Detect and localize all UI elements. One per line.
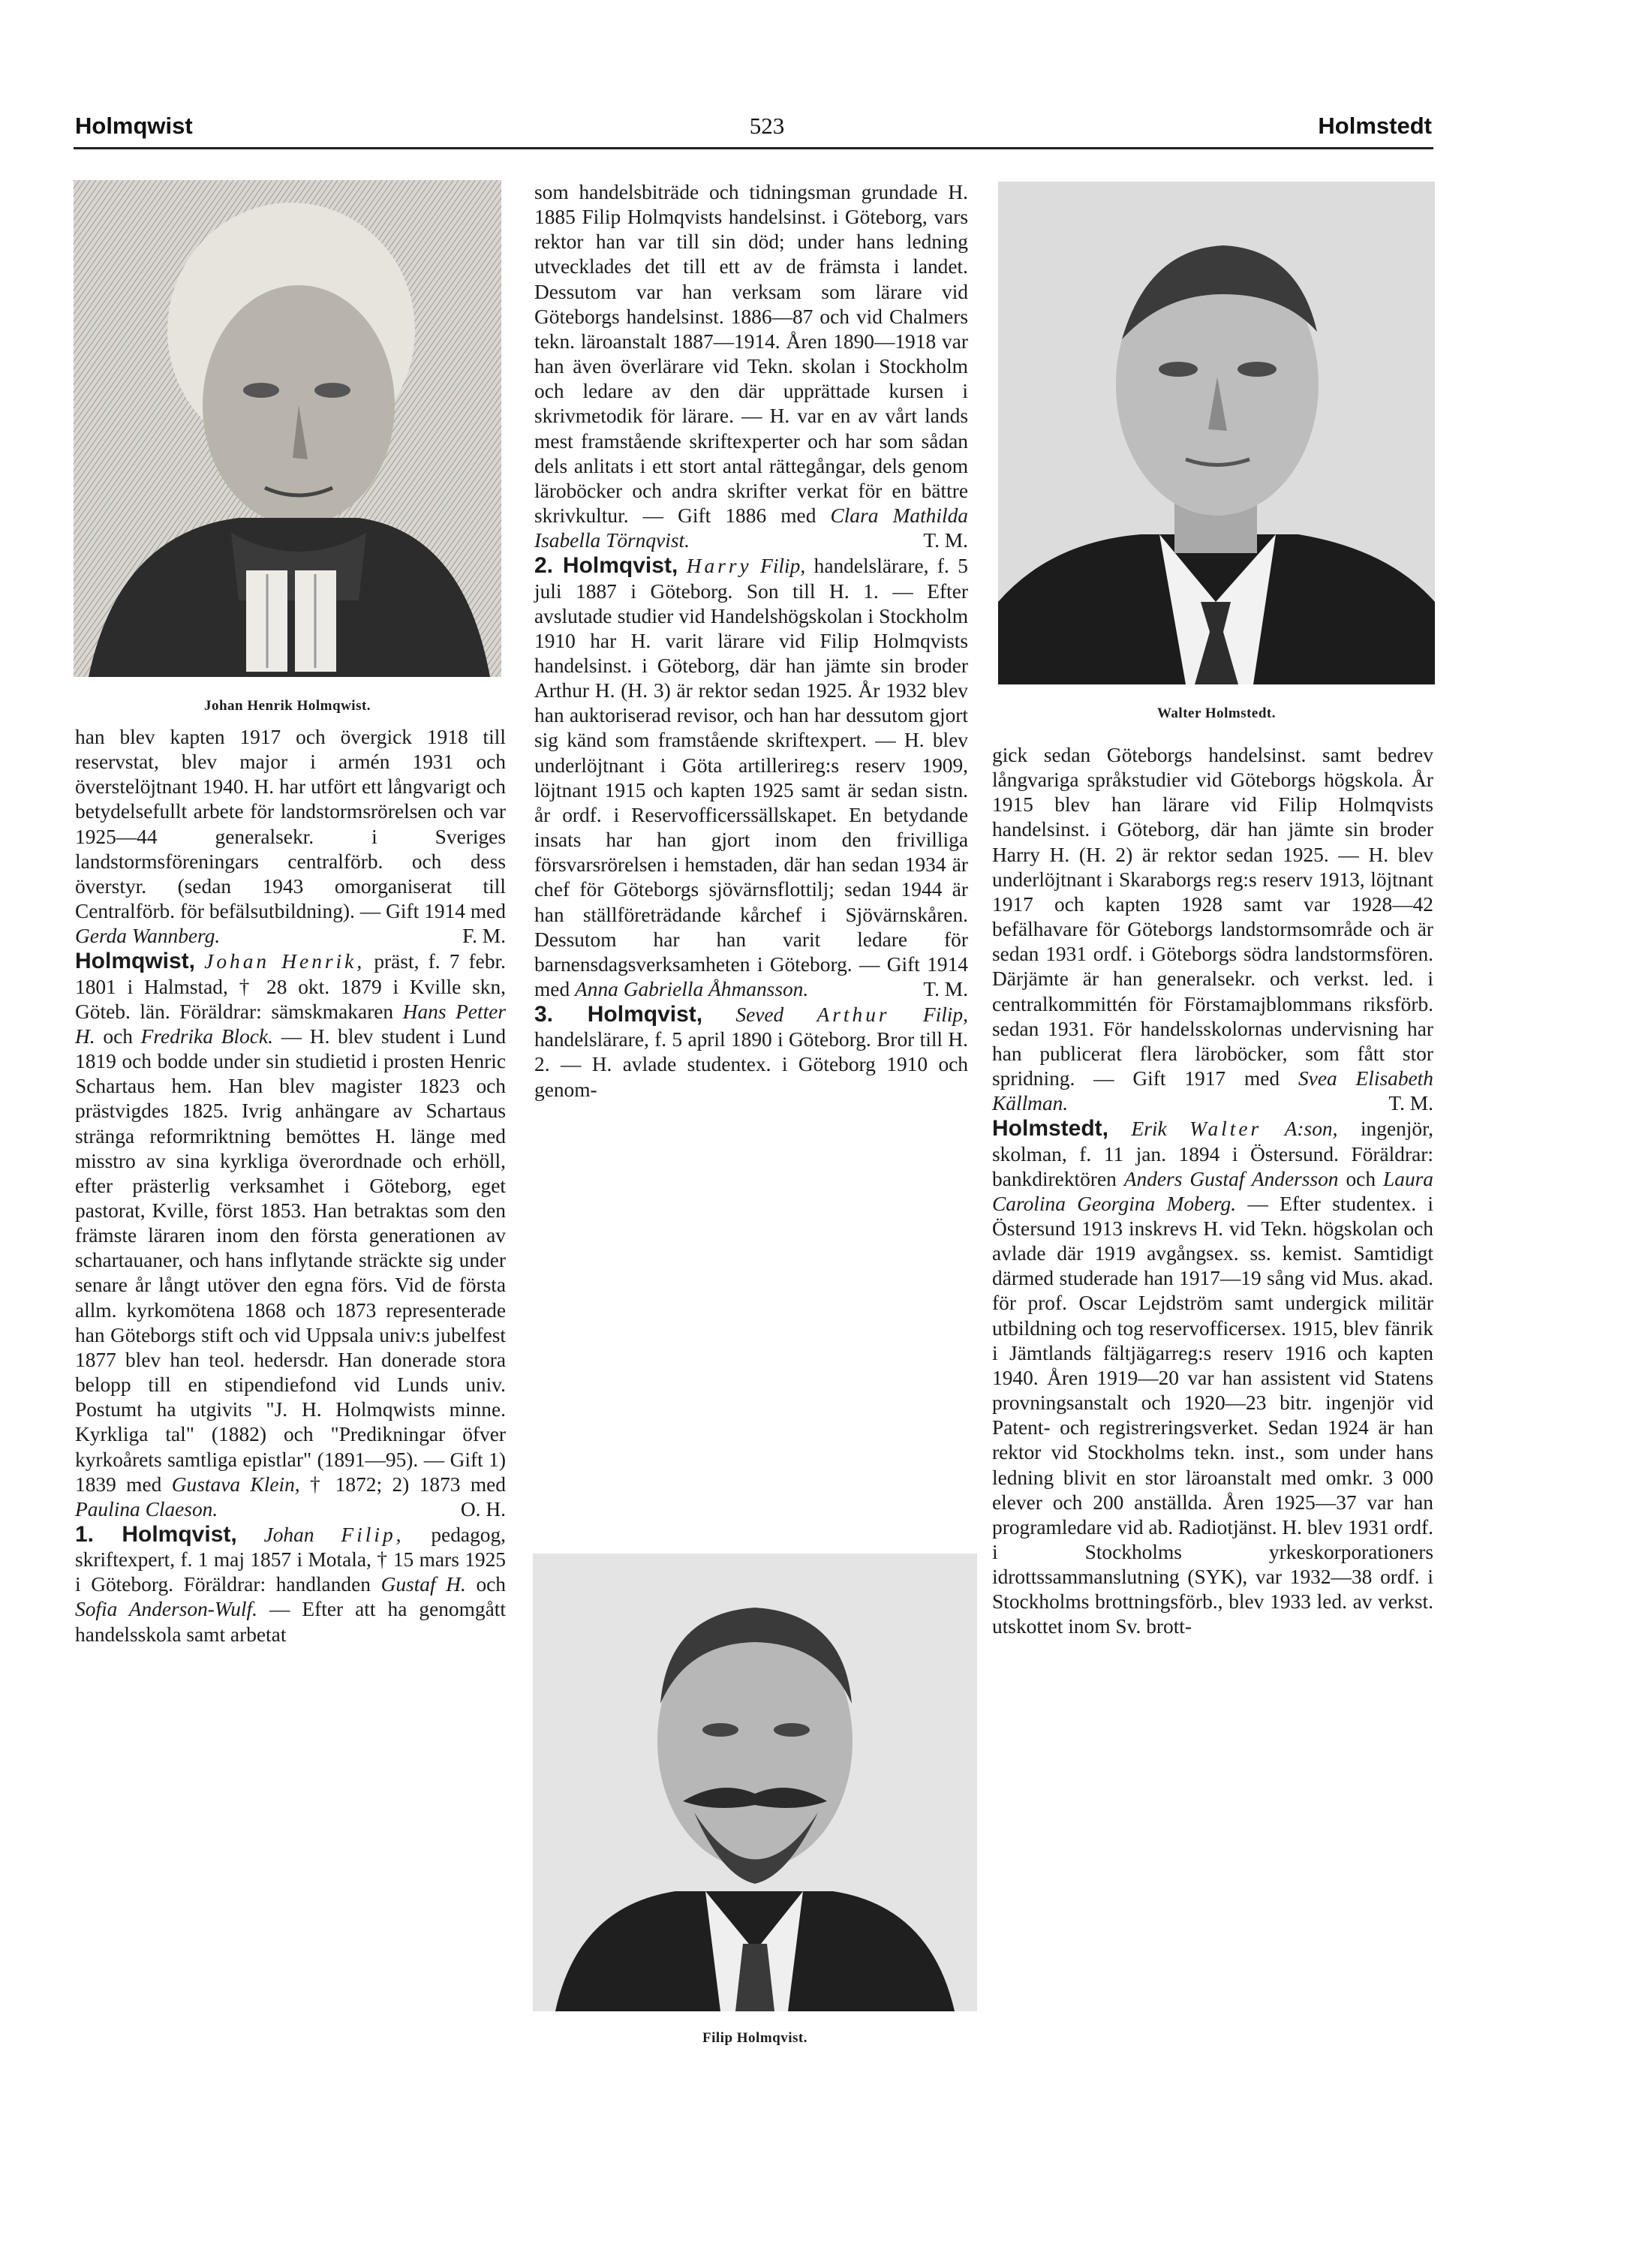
paragraph-continuation [75,725,506,949]
entry-given-name: Filip, [760,555,806,578]
entry-given-name: Seved [735,1003,784,1027]
entry-harry-filip-holmqvist [534,553,968,1002]
entry-patronymic: A:son, [1284,1117,1338,1141]
entry-given-name: Filip, [922,1003,968,1027]
conjunction: och [1346,1167,1376,1190]
author-signature: O. H. [460,1497,506,1521]
entry-given-name: Johan [263,1524,314,1546]
entry-text: handelslärare, f. 5 april 1890 i Göteborg. Bror till H. 2. — H. avlade studentex. i Göteborg 1910 och genom- [534,1028,968,1101]
spouse-name: Paulina Claeson. [75,1497,218,1521]
author-signature: T. M. [1388,1092,1433,1115]
father-name: Gustaf H. [380,1573,466,1596]
entry-given-name-called: Harry [686,555,752,578]
entry-johan-filip-holmqvist [75,1522,506,1647]
entry-headword: 3. Holmqvist, [534,1002,703,1027]
caption-photo-1: Johan Henrik Holmqwist. [203,698,371,714]
spouse-name: Clara Mathilda Isabella Törnqvist. [534,504,968,552]
caption-photo-3: Filip Holmqvist. [702,2030,807,2046]
column-1 [75,725,506,1647]
paragraph-text: som handelsbiträde och tidningsman grundade H. 1885 Filip Holmqvists handelsinst. i Göteborg, vars rektor han var till sin död; under hans ledning utvecklades det till ett av de främsta i landet. Dessutom var han verksam som lärare vid Göteborgs handelsinst. 1886—87 och vid Chalmers tekn. läroanstalt 1887—1914. Åren 1890—1918 var han även överlärare vid Tekn. skolan i Stockholm och ledare av den där upprättade kursen i skrivmetodik för lärare. — H. var en av vårt lands mest framstående skriftexperter och har som sådan dels anlitats i ett stort antal rättegångar, dels genom läroböcker och andra skrifter verkat för en bättre skrivkultur. — Gift 1886 med [534,181,968,528]
running-head-left: Holmqwist [75,113,193,139]
entry-seved-arthur-filip-holmqvist [534,1002,968,1102]
paragraph-text: gick sedan Göteborgs handelsinst. samt bedrev långvariga språkstudier vid Göteborgs högskola. År 1915 blev han lärare vid Filip Holmqvists handelsinst. i Göteborg, där han jämte sin broder Harry H. (H. 2) är rektor sedan 1925. — H. blev underlöjtnant i Skaraborgs reg:s reserv 1913, löjtnant 1917 och kapten 1928 samt var 1928—42 befälhavare för Göteborgs landstormsområde och är sedan 1931 ordf. i Göteborgs södra landstormsfören. Därjämte är han generalsekr. och verkst. led. i centralkommittén för Förstamajblommans riksförb. sedan 1931. För handelsskolornas undervisning har han publicerat flera läroböcker, som fått stor spridning. — Gift 1917 med [992,744,1433,1090]
spouse-name: Anna Gabriella Åhmansson. [575,978,809,1000]
father-name: Anders Gustaf Andersson [1123,1167,1339,1190]
entry-johan-henrik-holmqwist [75,949,506,1522]
mother-name: Sofia Anderson-Wulf. [75,1598,257,1621]
portrait-filip-holmqvist [533,1554,977,2011]
paragraph-text: han blev kapten 1917 och övergick 1918 till reservstat, blev major i armén 1931 och överstelöjtnant 1940. H. har utfört ett långvarigt och betydelsefullt arbete för landstormsrörelsen och var 1925—44 generalsekr. i Sveriges landstormsföreningars centralförb. och dess överstyr. (sedan 1943 omorganiserat till Centralförb. för befälsutbildning). — Gift 1914 med [75,726,506,923]
portrait-johan-henrik-holmqwist [74,180,501,677]
entry-headword: 2. Holmqvist, [534,553,678,579]
entry-text: präst, f. 7 febr. 1801 i Halmstad, † 28 okt. 1879 i Kville skn, Göteb. län. Föräldrar: sämskmakaren [75,950,506,1023]
entry-text: handelslärare, f. 5 juli 1887 i Göteborg. Son till H. 1. — Efter avslutade studier vid Handelshögskolan i Stockholm 1910 har H. varit lärare vid Filip Holmqvists handelsinst. i Göteborg, där han jämte sin broder Arthur H. (H. 3) är rektor sedan 1925. År 1932 blev han auktoriserad revisor, och han har dessutom gjort sig känd som framstående skriftexpert. — H. blev underlöjtnant i Göta artillerireg:s reserv 1909, löjtnant 1915 och kapten 1925 samt är sedan sistn. år ordf. i Reservofficerssällskapet. En betydande insats har han gjort inom den frivilliga försvarsrörelsen i hemstaden, där han sedan 1934 är chef för Göteborgs sjövärnsflottilj; sedan 1944 är han ställföreträdande kårchef i Sjövärnskåren. Dessutom har han varit ledare för barnensdagsverksamheten i Göteborg. — Gift 1914 med [534,555,968,1000]
spouse-name: Svea Elisabeth Källman. [992,1067,1433,1115]
author-signature: T. M. [923,978,968,1000]
conjunction: och [476,1573,506,1596]
header-rule [74,147,1433,149]
paragraph-continuation [992,743,1433,1116]
entry-headword: Holmstedt, [992,1116,1109,1142]
portrait-walter-holmstedt [998,182,1435,684]
entry-text: — Efter studentex. i Östersund 1913 inskrevs H. vid Tekn. högskolan och avlade där 1919 avgångsex. ss. kemist. Samtidigt därmed studerade han 1917—19 sång vid Mus. akad. för prof. Oscar Lejdström samt undergick militär utbildning och tog reservofficersex. 1915, blev fänrik i Jämtlands fältjägarreg:s reserv 1916 och kapten 1940. Åren 1919—20 var han assistent vid Statens provningsanstalt och 1920—23 bitr. ingenjör vid Patent- och registreringsverket. Sedan 1924 är han rektor vid Stockholms tekn. inst., som under hans ledning blivit en stor läroanstalt med omkr. 3 000 elever och 200 anställda. Åren 1925—37 var han programledare vid ab. Radiotjänst. H. blev 1931 ordf. i Stockholms yrkeskorporationers idrottssammanslutning (SYK), var 1932—38 ordf. i Stockholms brottningsförb., blev 1933 led. av verkst. utskottet inom Sv. brott- [992,1192,1433,1638]
running-head-right: Holmstedt [1318,113,1432,139]
mother-name: Fredrika Block. [140,1024,273,1048]
entry-text: pedagog, skriftexpert, f. 1 maj 1857 i Motala, † 15 mars 1925 i Göteborg. Föräldrar: handlanden [75,1524,506,1596]
entry-headword: 1. Holmqvist, [75,1522,237,1547]
mother-name: Laura Carolina Georgina Moberg. [992,1167,1433,1215]
entry-given-name-called: Filip, [341,1524,404,1546]
entry-erik-walter-holmstedt [992,1116,1433,1639]
page-number: 523 [749,113,785,139]
entry-text: † 1872; 2) 1873 med [310,1472,507,1496]
entry-given-name: Erik [1131,1117,1167,1141]
entry-text: — Efter att ha genomgått handelsskola samt arbetat [75,1598,507,1646]
conjunction: och [103,1024,133,1048]
entry-text: ingenjör, skolman, f. 11 jan. 1894 i Östersund. Föräldrar: bankdirektören [992,1117,1433,1190]
spouse-name: Gerda Wannberg. [75,925,221,948]
entry-given-name-called: Arthur [816,1003,890,1027]
entry-given-name-called: Walter [1189,1117,1262,1141]
column-2 [534,180,968,1102]
entry-given-names: Johan Henrik, [204,950,365,973]
spouse-name: Gustava Klein, [171,1472,300,1496]
author-signature: F. M. [462,925,506,948]
paragraph-continuation [534,180,968,553]
author-signature: T. M. [923,529,968,552]
entry-headword: Holmqwist, [75,949,196,974]
father-name: Hans Petter H. [75,1000,506,1048]
column-3 [992,743,1433,1640]
entry-text: — H. blev student i Lund 1819 och bodde under sin studietid i prosten Henric Schartaus hem. Han blev magister 1823 och prästvigdes 1825. Ivrig anhängare av Schartaus stränga reformriktning bemöttes H. länge med misstro av sina kyrkliga överordnade och erhöll, efter prästerlig verksamhet i Göteborg, eget pastorat, Kville, först 1853. Han betraktas som den främste läraren inom den första generationen av schartauaner, och hans inflytande sträckte sig under senare år långt utöver den egna förs. Vid de första allm. kyrkomötena 1868 och 1873 representerade han Göteborgs stift och vid Uppsala univ:s jubelfest 1877 blev han teol. hedersdr. Han donerade stora belopp till en stipendiefond vid Lunds univ. Postumt ha utgivits "J. H. Holmqwists minne. Kyrkliga tal" (1882) och "Predikningar öfver kyrkoårets samtliga epistlar" (1891—95). — Gift 1) 1839 med [75,1024,507,1496]
caption-photo-2: Walter Holmstedt. [1156,705,1276,721]
